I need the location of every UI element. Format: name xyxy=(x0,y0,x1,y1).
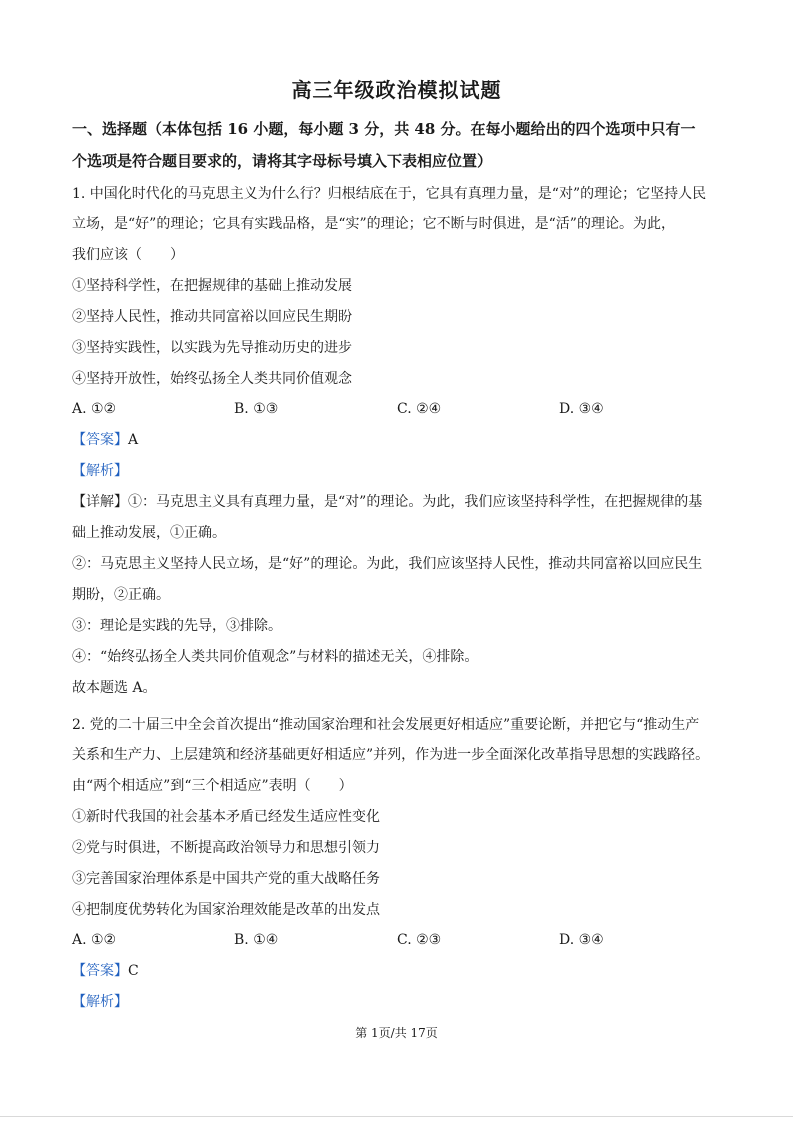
q1-option-b: B. ①③ xyxy=(234,401,279,417)
q2-item-3: ③完善国家治理体系是中国共产党的重大战略任务 xyxy=(72,871,380,887)
q2-option-a: A. ①② xyxy=(72,932,117,948)
section-heading-line-1: 一、选择题（本体包括 16 小题，每小题 3 分，共 48 分。在每小题给出的四个选项中只有一 xyxy=(72,120,696,138)
page-title: 高三年级政治模拟试题 xyxy=(291,78,502,102)
q1-analysis xyxy=(72,461,722,481)
q1-analysis-tag: 【解析】 xyxy=(72,463,128,479)
q1-stem-line-2: 立场，是“好”的理论；它具有实践品格，是“实”的理论；它不断与时俱进，是“活”的理论。为此， xyxy=(72,216,675,232)
q2-analysis xyxy=(72,992,722,1012)
q1-detail-line-4: 期盼，②正确。 xyxy=(72,587,170,603)
q1-detail-line-5: ③：理论是实践的先导，③排除。 xyxy=(72,618,282,634)
q2-answer-tag: 【答案】 xyxy=(72,963,128,979)
q2-option-d: D. ③④ xyxy=(559,932,604,948)
q2-item-2: ②党与时俱进，不断提高政治领导力和思想引领力 xyxy=(72,840,380,856)
q2-item-4: ④把制度优势转化为国家治理效能是改革的出发点 xyxy=(72,902,380,918)
q2-item-1: ①新时代我国的社会基本矛盾已经发生适应性变化 xyxy=(72,809,380,825)
q1-answer-tag: 【答案】 xyxy=(72,432,128,448)
q2-analysis-tag: 【解析】 xyxy=(72,994,128,1010)
q1-item-2: ②坚持人民性，推动共同富裕以回应民生期盼 xyxy=(72,309,352,325)
q1-detail-line-1 xyxy=(72,492,722,512)
section-heading-line-2: 个选项是符合题目要求的，请将其字母标号填入下表相应位置） xyxy=(72,152,493,170)
q1-detail-line-2: 础上推动发展，①正确。 xyxy=(72,525,226,541)
q2-stem-line-1: 2. 党的二十届三中全会首次提出“推动国家治理和社会发展更好相适应”重要论断，并把它与“推动生产 xyxy=(72,717,700,733)
q1-detail-line-3: ②：马克思主义坚持人民立场，是“好”的理论。为此，我们应该坚持人民性，推动共同富裕以回应民生 xyxy=(72,556,703,572)
q2-answer xyxy=(72,961,722,981)
q1-detail-line-7: 故本题选 A。 xyxy=(72,680,157,696)
q1-detail-tag: 【详解】 xyxy=(72,494,128,510)
q1-answer xyxy=(72,430,722,450)
q2-answer-value: C xyxy=(128,963,139,979)
q1-option-d: D. ③④ xyxy=(559,401,604,417)
q1-stem-line-3: 我们应该（ ） xyxy=(72,247,184,263)
q1-answer-value: A xyxy=(128,432,139,448)
page-footer: 第 1页/共 17页 xyxy=(355,1026,438,1040)
q1-option-a: A. ①② xyxy=(72,401,117,417)
q2-stem-line-3: 由“两个相适应”到“三个相适应”表明（ ） xyxy=(72,778,353,794)
q1-stem-line-1: 1. 中国化时代化的马克思主义为什么行？归根结底在于，它具有真理力量，是“对”的理论；它坚持人民 xyxy=(72,186,707,202)
q1-item-1: ①坚持科学性，在把握规律的基础上推动发展 xyxy=(72,278,352,294)
q1-option-c: C. ②④ xyxy=(397,401,442,417)
q1-detail-line-6: ④：“始终弘扬全人类共同价值观念”与材料的描述无关，④排除。 xyxy=(72,649,479,665)
page-bottom-divider xyxy=(0,1116,793,1117)
q1-detail-text-1: ①：马克思主义具有真理力量，是“对”的理论。为此，我们应该坚持科学性，在把握规律的基 xyxy=(128,494,703,510)
q1-item-3: ③坚持实践性，以实践为先导推动历史的进步 xyxy=(72,340,352,356)
q1-item-4: ④坚持开放性，始终弘扬全人类共同价值观念 xyxy=(72,371,352,387)
q2-option-b: B. ①④ xyxy=(234,932,279,948)
q2-option-c: C. ②③ xyxy=(397,932,442,948)
q2-stem-line-2: 关系和生产力、上层建筑和经济基础更好相适应”并列，作为进一步全面深化改革指导思想的实践路径。 xyxy=(72,747,710,763)
